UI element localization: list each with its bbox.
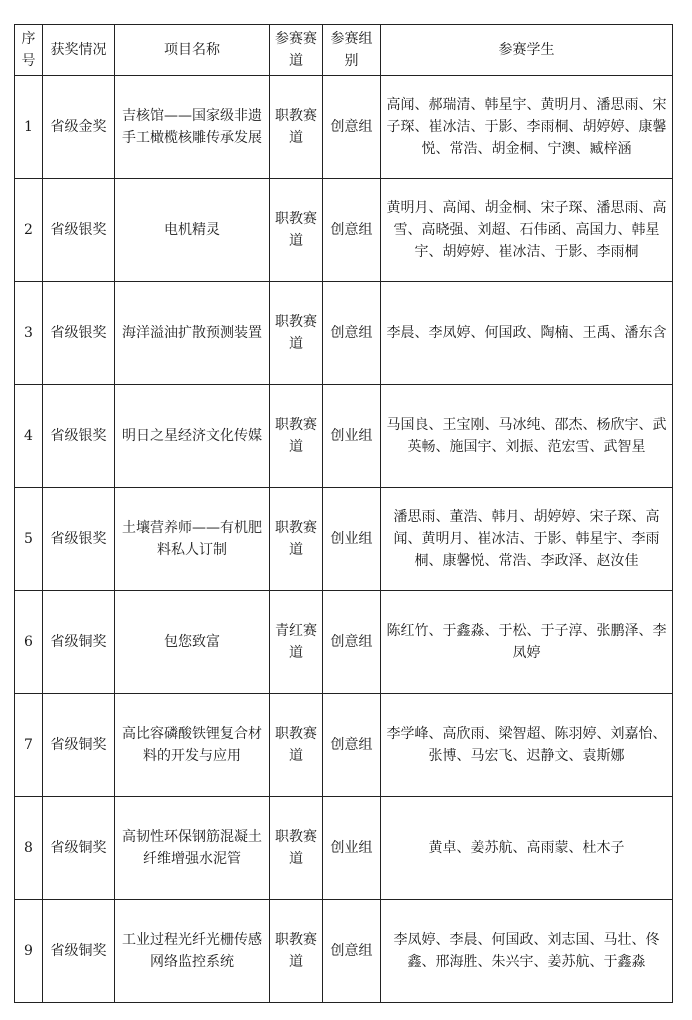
cell-index: 3 xyxy=(15,282,43,385)
cell-track: 职教赛道 xyxy=(270,282,323,385)
cell-project: 吉核馆——国家级非遗手工橄榄核雕传承发展 xyxy=(115,76,270,179)
cell-students: 高闻、郝瑞清、韩星宇、黄明月、潘思雨、宋子琛、崔冰洁、于影、李雨桐、胡婷婷、康馨悦、常浩、胡金桐、宁澳、臧梓涵 xyxy=(381,76,673,179)
cell-award: 省级银奖 xyxy=(43,385,115,488)
cell-award: 省级银奖 xyxy=(43,282,115,385)
cell-project: 高比容磷酸铁锂复合材料的开发与应用 xyxy=(115,694,270,797)
cell-students: 马国良、王宝刚、马冰纯、邵杰、杨欣宇、武英畅、施国宇、刘振、范宏雪、武智星 xyxy=(381,385,673,488)
cell-award: 省级金奖 xyxy=(43,76,115,179)
cell-project: 土壤营养师——有机肥料私人订制 xyxy=(115,488,270,591)
cell-students: 李学峰、高欣雨、梁智超、陈羽婷、刘嘉怡、张博、马宏飞、迟静文、袁斯娜 xyxy=(381,694,673,797)
cell-students: 李晨、李凤婷、何国政、陶楠、王禹、潘东含 xyxy=(381,282,673,385)
cell-index: 5 xyxy=(15,488,43,591)
cell-track: 职教赛道 xyxy=(270,385,323,488)
cell-index: 7 xyxy=(15,694,43,797)
table-row xyxy=(15,385,673,488)
header-index: 序号 xyxy=(15,25,43,76)
cell-project: 高韧性环保钢筋混凝土纤维增强水泥管 xyxy=(115,797,270,900)
cell-award: 省级银奖 xyxy=(43,179,115,282)
table-body xyxy=(15,76,673,1003)
cell-project: 包您致富 xyxy=(115,591,270,694)
cell-track: 职教赛道 xyxy=(270,76,323,179)
cell-index: 1 xyxy=(15,76,43,179)
header-track: 参赛赛道 xyxy=(270,25,323,76)
cell-index: 6 xyxy=(15,591,43,694)
cell-award: 省级铜奖 xyxy=(43,591,115,694)
cell-track: 职教赛道 xyxy=(270,900,323,1003)
table-row xyxy=(15,488,673,591)
cell-index: 2 xyxy=(15,179,43,282)
cell-track: 职教赛道 xyxy=(270,488,323,591)
header-row xyxy=(15,25,673,76)
awards-table xyxy=(14,24,673,1003)
table-row xyxy=(15,282,673,385)
cell-group: 创业组 xyxy=(323,797,381,900)
header-group: 参赛组别 xyxy=(323,25,381,76)
table-row xyxy=(15,76,673,179)
cell-students: 黄卓、姜苏航、高雨蒙、杜木子 xyxy=(381,797,673,900)
header-award: 获奖情况 xyxy=(43,25,115,76)
cell-track: 职教赛道 xyxy=(270,179,323,282)
cell-award: 省级铜奖 xyxy=(43,797,115,900)
table-row xyxy=(15,900,673,1003)
cell-index: 4 xyxy=(15,385,43,488)
header-project: 项目名称 xyxy=(115,25,270,76)
cell-index: 9 xyxy=(15,900,43,1003)
cell-group: 创业组 xyxy=(323,488,381,591)
table-row xyxy=(15,591,673,694)
cell-group: 创业组 xyxy=(323,385,381,488)
cell-group: 创意组 xyxy=(323,76,381,179)
cell-award: 省级铜奖 xyxy=(43,694,115,797)
cell-students: 李凤婷、李晨、何国政、刘志国、马壮、佟鑫、邢海胜、朱兴宇、姜苏航、于鑫淼 xyxy=(381,900,673,1003)
cell-group: 创意组 xyxy=(323,179,381,282)
cell-group: 创意组 xyxy=(323,591,381,694)
cell-track: 青红赛道 xyxy=(270,591,323,694)
cell-group: 创意组 xyxy=(323,282,381,385)
cell-index: 8 xyxy=(15,797,43,900)
cell-students: 陈红竹、于鑫淼、于松、于子淳、张鹏泽、李凤婷 xyxy=(381,591,673,694)
cell-students: 潘思雨、董浩、韩月、胡婷婷、宋子琛、高闻、黄明月、崔冰洁、于影、韩星宇、李雨桐、康馨悦、常浩、李政泽、赵汝佳 xyxy=(381,488,673,591)
table-header xyxy=(15,25,673,76)
table-row xyxy=(15,179,673,282)
table-row xyxy=(15,694,673,797)
cell-track: 职教赛道 xyxy=(270,797,323,900)
document-page xyxy=(14,24,672,1003)
cell-students: 黄明月、高闻、胡金桐、宋子琛、潘思雨、高雪、高晓强、刘超、石伟函、高国力、韩星宇、胡婷婷、崔冰洁、于影、李雨桐 xyxy=(381,179,673,282)
table-row xyxy=(15,797,673,900)
cell-project: 明日之星经济文化传媒 xyxy=(115,385,270,488)
cell-project: 工业过程光纤光栅传感网络监控系统 xyxy=(115,900,270,1003)
cell-group: 创意组 xyxy=(323,900,381,1003)
cell-project: 电机精灵 xyxy=(115,179,270,282)
cell-track: 职教赛道 xyxy=(270,694,323,797)
cell-award: 省级银奖 xyxy=(43,488,115,591)
cell-award: 省级铜奖 xyxy=(43,900,115,1003)
cell-project: 海洋溢油扩散预测装置 xyxy=(115,282,270,385)
header-students: 参赛学生 xyxy=(381,25,673,76)
cell-group: 创意组 xyxy=(323,694,381,797)
